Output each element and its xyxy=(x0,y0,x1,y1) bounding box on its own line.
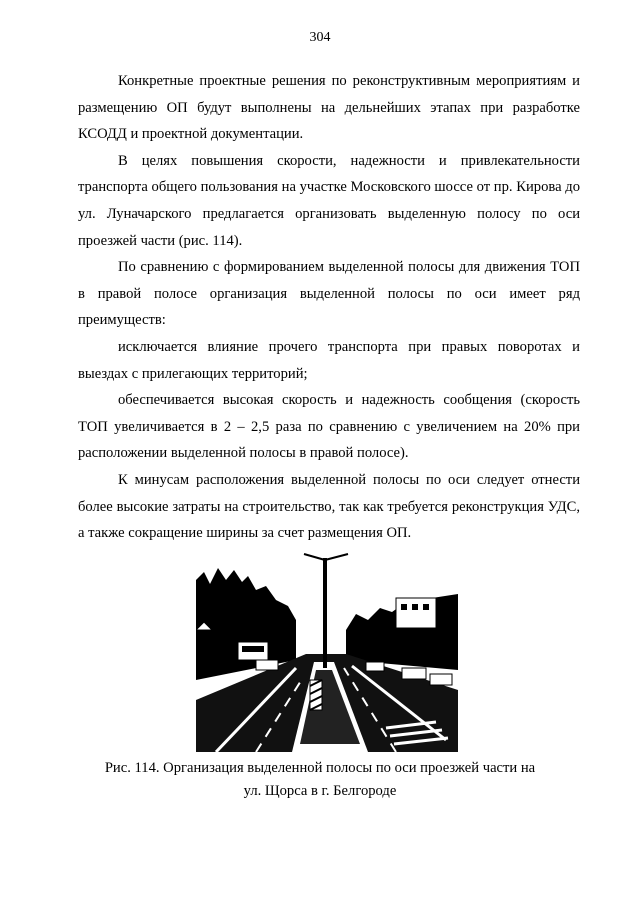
figure-caption xyxy=(0,757,640,803)
caption-line: ул. Щорса в г. Белгороде xyxy=(243,783,397,799)
paragraph: обеспечивается высокая скорость и надежность сообщения (скорость ТОП увеличивается в 2 – 2,5 раза по сравнению с увеличением на 20% при расположении выделенной полосы в правой полосе). xyxy=(78,392,580,462)
body-text xyxy=(78,68,580,547)
page-number: 304 xyxy=(309,30,331,45)
paragraph: В целях повышения скорости, надежности и привлекательности транспорта общего пользования на участке Московского шоссе от пр. Кирова до ул. Луначарского предлагается организовать выделенную полосу по оси проезжей части (рис. 114). xyxy=(78,152,580,249)
street-photo-drawing xyxy=(196,550,458,752)
paragraph: исключается влияние прочего транспорта при правых поворотах и выездах с прилегающих территорий; xyxy=(78,338,580,382)
paragraph: Конкретные проектные решения по реконструктивным мероприятиям и размещению ОП будут выполнены на дельнейших этапах при разработке КСОДД и проектной документации. xyxy=(78,73,580,143)
caption-line: Рис. 114. Организация выделенной полосы по оси проезжей части на xyxy=(104,760,536,776)
paragraph: К минусам расположения выделенной полосы по оси следует отнести более высокие затраты на строительство, так как требуется реконструкция УДС, а также сокращение ширины за счет размещения ОП. xyxy=(78,471,580,542)
paragraph: По сравнению с формированием выделенной полосы для движения ТОП в правой полосе организация выделенной полосы по оси имеет ряд преимуществ: xyxy=(78,259,580,329)
street-photo xyxy=(196,550,458,752)
